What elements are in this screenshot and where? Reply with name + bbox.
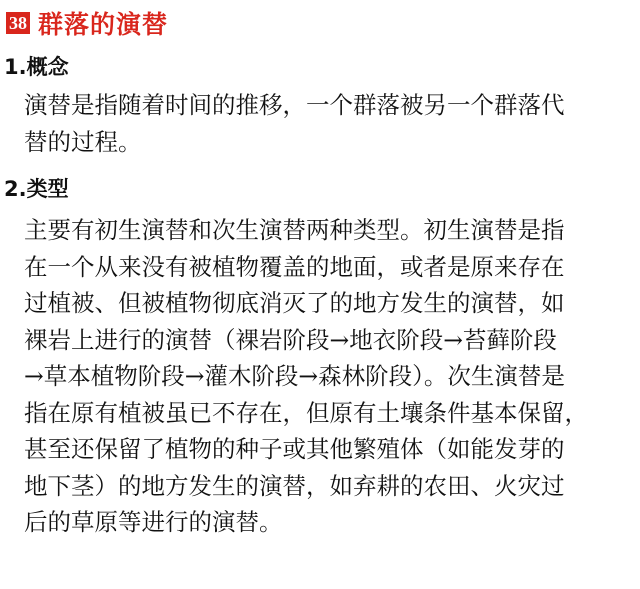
paragraph-line: →草本植物阶段→灌木阶段→森林阶段）。次生演替是 bbox=[24, 362, 565, 390]
section-title bbox=[6, 8, 168, 38]
paragraph-line: 在一个从来没有被植物覆盖的地面，或者是原来存在 bbox=[24, 252, 565, 281]
paragraph-concept bbox=[24, 87, 636, 160]
section-number-badge: 38 bbox=[6, 12, 30, 34]
paragraph-line: 演替是指随着时间的推移，一个群落被另一个群落代 bbox=[24, 91, 565, 119]
paragraph-types bbox=[24, 212, 636, 541]
paragraph-line: 指在原有植被虽已不存在，但原有土壤条件基本保留， bbox=[24, 398, 588, 427]
paragraph-line: 替的过程。 bbox=[24, 127, 142, 156]
paragraph-line: 甚至还保留了植物的种子或其他繁殖体（如能发芽的 bbox=[24, 435, 565, 463]
paragraph-line: 后的草原等进行的演替。 bbox=[24, 508, 283, 536]
page-title: 群落的演替 bbox=[38, 10, 169, 39]
paragraph-line: 裸岩上进行的演替（裸岩阶段→地衣阶段→苔藓阶段 bbox=[24, 325, 557, 354]
paragraph-line: 过植被、但被植物彻底消灭了的地方发生的演替，如 bbox=[24, 289, 565, 317]
paragraph-line: 地下茎）的地方发生的演替，如弃耕的农田、火灾过 bbox=[24, 471, 565, 500]
paragraph-line: 主要有初生演替和次生演替两种类型。初生演替是指 bbox=[24, 216, 565, 244]
heading-types: 2.类型 bbox=[4, 177, 69, 201]
heading-concept: 1.概念 bbox=[4, 55, 69, 79]
